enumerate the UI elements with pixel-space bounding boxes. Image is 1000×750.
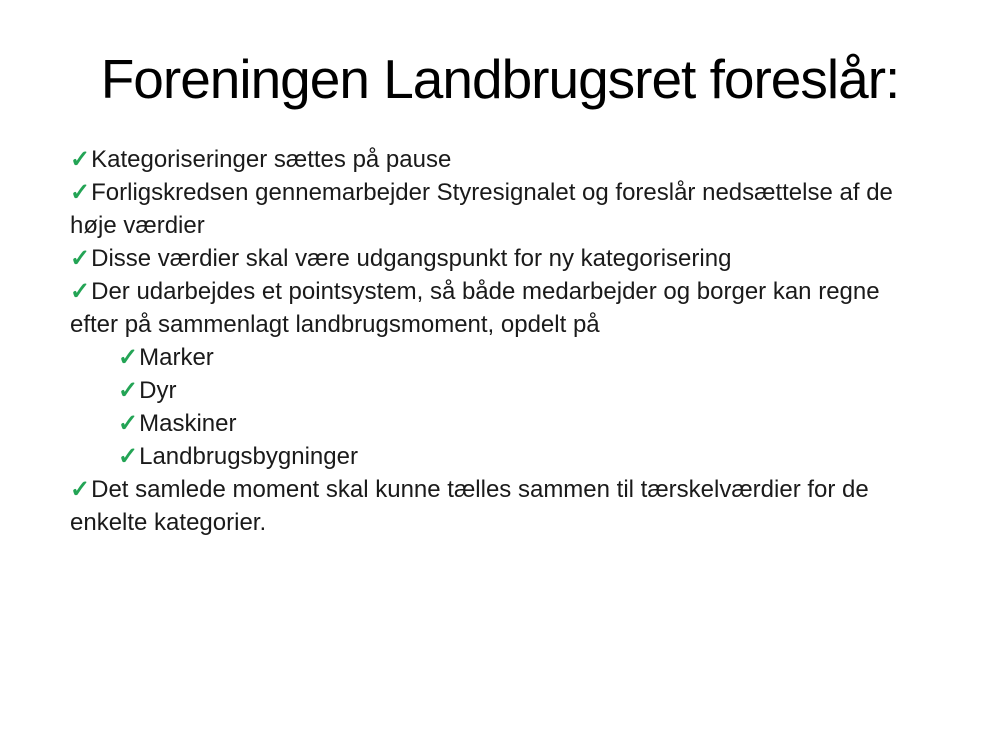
checkmark-icon: ✓ [118, 442, 139, 470]
bullet-text: Marker [139, 343, 214, 371]
bullet-item [70, 143, 915, 176]
bullet-text: Maskiner [139, 409, 237, 437]
bullet-text: Disse værdier skal være udgangspunkt for ny kategorisering [91, 244, 732, 272]
checkmark-icon: ✓ [70, 244, 91, 272]
bullet-item [70, 440, 915, 473]
slide-title: Foreningen Landbrugsret foreslår: [100, 48, 900, 110]
checkmark-icon: ✓ [118, 409, 139, 437]
bullet-text: Der udarbejdes et pointsystem, så både medarbejder og borger kan regne efter på sammenlagt landbrugsmoment, opdelt på [70, 277, 880, 338]
bullet-item [70, 341, 915, 374]
bullet-item [70, 407, 915, 440]
checkmark-icon: ✓ [118, 376, 139, 404]
bullet-item [70, 275, 915, 341]
bullet-text: Landbrugsbygninger [139, 442, 358, 470]
checkmark-icon: ✓ [118, 343, 139, 371]
bullet-list [70, 143, 915, 539]
bullet-item [70, 242, 915, 275]
bullet-text: Kategoriseringer sættes på pause [91, 145, 452, 173]
bullet-item [70, 374, 915, 407]
bullet-item [70, 473, 915, 539]
checkmark-icon: ✓ [70, 145, 91, 173]
checkmark-icon: ✓ [70, 178, 91, 206]
checkmark-icon: ✓ [70, 475, 91, 503]
bullet-text: Dyr [139, 376, 177, 404]
checkmark-icon: ✓ [70, 277, 91, 305]
bullet-text: Forligskredsen gennemarbejder Styresignalet og foreslår nedsættelse af de høje værdier [70, 178, 893, 239]
bullet-item [70, 176, 915, 242]
bullet-text: Det samlede moment skal kunne tælles sammen til tærskelværdier for de enkelte kategorier. [70, 475, 869, 536]
